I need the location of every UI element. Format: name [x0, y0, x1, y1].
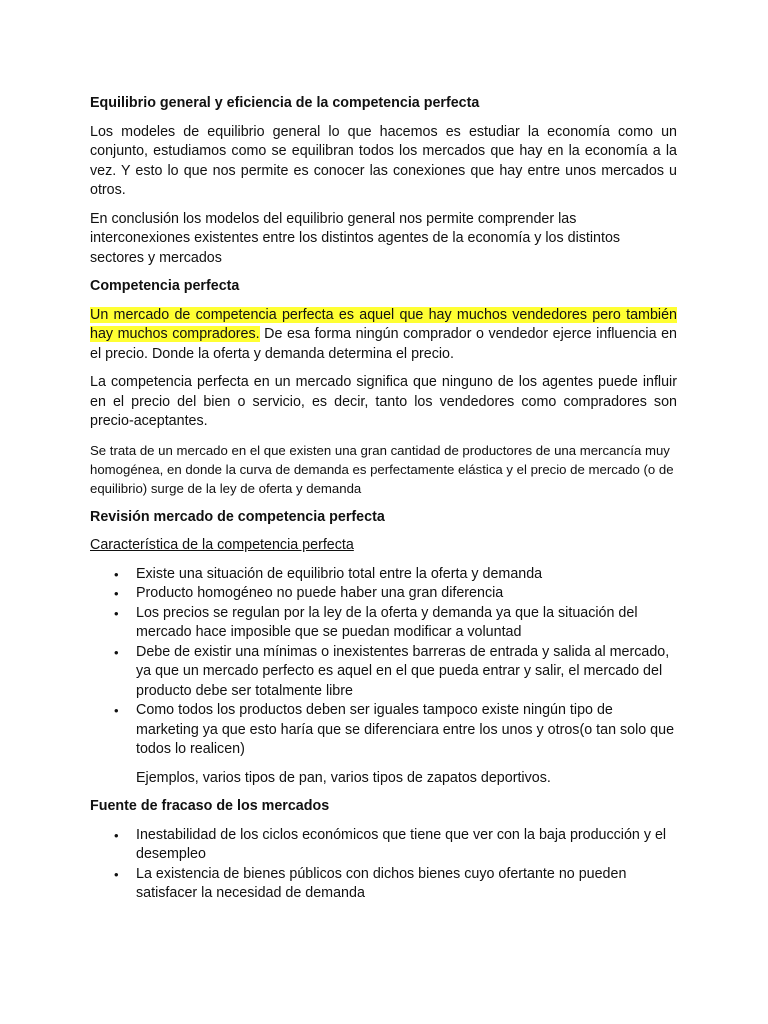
paragraph-precio-aceptantes: La competencia perfecta en un mercado significa que ninguno de los agentes puede influir en el precio del bien o servicio, es decir, tanto los vendedores como compradores son precio-aceptantes. — [90, 374, 677, 429]
list-item: • Inestabilidad de los ciclos económicos que tiene que ver con la baja producción y el desempleo — [114, 826, 667, 862]
paragraph-conclusion: En conclusión los modelos del equilibrio general nos permite comprender las interconexiones existentes entre los distintos agentes de la economía y los distintos sectores y mercados — [90, 210, 621, 266]
subheading-caracteristica: Característica de la competencia perfecta — [90, 537, 354, 553]
paragraph-mercancia-homogenea: Se trata de un mercado en el que existen una gran cantidad de productores de una mercancía muy homogénea, en donde la curva de demanda es perfectamente elástica y el precio de mercado (o de equilibrio) surge de la ley de oferta y demanda — [90, 442, 674, 496]
list-item: • Producto homogéneo no puede haber una gran diferencia — [90, 584, 677, 604]
bullet-icon: • — [114, 586, 119, 601]
list-item: • Los precios se regulan por la ley de la oferta y demanda ya que la situación del mercado hace imposible que se puedan modificar a voluntad — [114, 604, 638, 640]
list-item: • Como todos los productos deben ser iguales tampoco existe ningún tipo de marketing ya que esto haría que se diferenciara entre los unos y otros(o tan solo que todos lo realicen) — [114, 702, 675, 757]
bullet-icon: • — [114, 827, 119, 843]
bullet-icon: • — [114, 605, 119, 621]
bullet-icon: • — [114, 866, 119, 882]
paragraph-ejemplos: Ejemplos, varios tipos de pan, varios tipos de zapatos deportivos. — [136, 769, 551, 786]
list-fracaso — [90, 826, 677, 904]
heading-fuente-fracaso: Fuente de fracaso de los mercados — [90, 798, 330, 814]
document-body — [90, 94, 677, 913]
list-item: • La existencia de bienes públicos con dichos bienes cuyo ofertante no pueden satisfacer la necesidad de demanda — [114, 865, 627, 901]
list-caracteristicas — [90, 565, 677, 760]
bullet-icon: • — [114, 566, 119, 582]
paragraph-mercado-competencia — [90, 306, 677, 365]
highlighted-text: Un mercado de competencia perfecta es aquel que hay muchos vendedores pero también hay muchos compradores. — [90, 306, 677, 342]
heading-competencia-perfecta: Competencia perfecta — [90, 278, 240, 294]
heading-equilibrio-general: Equilibrio general y eficiencia de la competencia perfecta — [90, 95, 480, 111]
paragraph-modelos-equilibrio: Los modeles de equilibrio general lo que hacemos es estudiar la economía como un conjunto, estudiamos como se equilibran todos los mercados que hay en la economía a la vez. Y esto lo que nos permite es conocer las conexiones que hay entre unos mercados u otros. — [90, 123, 677, 198]
list-item: • Debe de existir una mínimas o inexistentes barreras de entrada y salida al mercado, ya que un mercado perfecto es aquel en el que pueda entrar y salir, el mercado del producto debe ser totalmente libre — [114, 643, 670, 699]
bullet-icon: • — [114, 644, 119, 660]
list-item: • Existe una situación de equilibrio total entre la oferta y demanda — [90, 565, 677, 585]
bullet-icon: • — [114, 703, 119, 718]
heading-revision-mercado: Revisión mercado de competencia perfecta — [90, 508, 385, 525]
paragraph-continuation: De esa forma ningún comprador o vendedor ejerce influencia en el precio. Donde la oferta y demanda determina el precio. — [90, 326, 677, 362]
